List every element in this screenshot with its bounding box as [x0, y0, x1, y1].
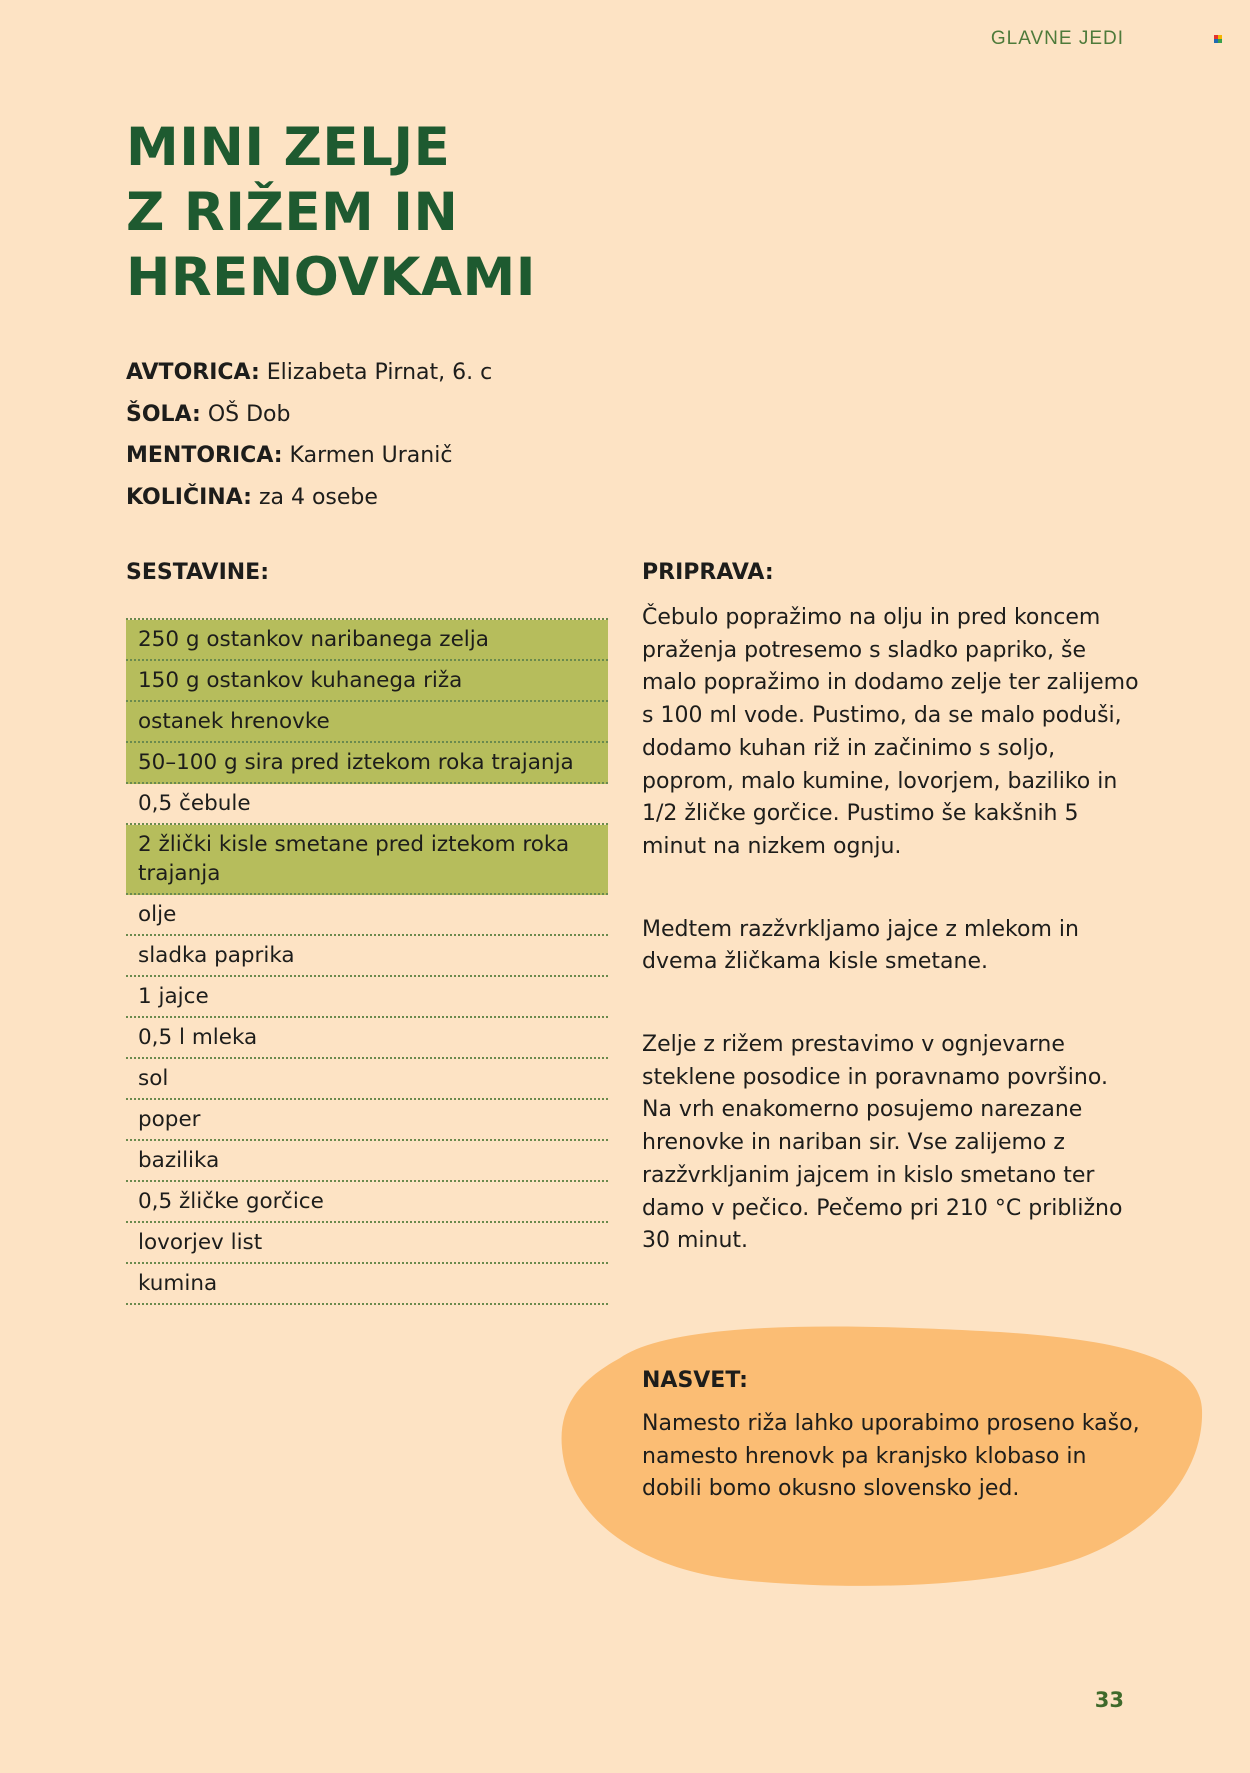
tip-text: Namesto riža lahko uporabimo proseno kašo, namesto hrenovk pa kranjsko klobaso in dobili bomo okusno slovensko jed. [642, 1411, 1140, 1502]
ingredient-item: 50–100 g sira pred iztekom roka trajanja [126, 743, 608, 784]
title-line: MINI ZELJE [126, 117, 451, 178]
ingredients-heading: SESTAVINE: [126, 560, 269, 585]
recipe-title [126, 115, 826, 310]
meta-mentor [126, 435, 492, 477]
ingredient-item: 0,5 žličke gorčice [126, 1182, 608, 1223]
color-mark-icon [1214, 35, 1222, 43]
tip-heading: NASVET: [642, 1368, 748, 1393]
meta-school [126, 394, 492, 436]
ingredient-item: 2 žlički kisle smetane pred iztekom roka trajanja [126, 825, 608, 895]
page-number: 33 [1094, 1688, 1124, 1712]
title-line: HRENOVKAMI [126, 247, 536, 308]
preparation-paragraph: Zelje z rižem prestavimo v ognjevarne steklene posodice in poravnamo površino. Na vrh enakomerno posujemo narezane hrenovke in nariban sir. Vse zalijemo z razžvrkljanim jajcem in kislo smetano ter damo v pečico. Pečemo pri 210 °C približno 30 minut. [642, 1032, 1123, 1254]
ingredient-item: 1 jajce [126, 977, 608, 1018]
preparation-heading: PRIPRAVA: [642, 560, 774, 585]
ingredient-item: 0,5 l mleka [126, 1018, 608, 1059]
ingredient-item: kumina [126, 1264, 608, 1305]
recipe-meta [126, 352, 492, 518]
ingredient-item: poper [126, 1100, 608, 1141]
ingredients-list [126, 618, 608, 1305]
meta-quantity [126, 477, 492, 519]
ingredient-item: 250 g ostankov naribanega zelja [126, 620, 608, 661]
meta-label: ŠOLA: [126, 401, 201, 427]
ingredient-item: ostanek hrenovke [126, 702, 608, 743]
meta-label: KOLIČINA: [126, 484, 252, 510]
meta-value: OŠ Dob [207, 401, 291, 427]
title-line: Z RIŽEM IN [126, 182, 459, 243]
meta-author [126, 352, 492, 394]
ingredient-item: lovorjev list [126, 1223, 608, 1264]
meta-value: Elizabeta Pirnat, 6. c [266, 360, 493, 385]
section-label: GLAVNE JEDI [990, 28, 1124, 49]
meta-label: AVTORICA: [126, 360, 260, 385]
preparation-paragraph: Medtem razžvrkljamo jajce z mlekom in dvema žličkama kisle smetane. [642, 916, 1079, 975]
ingredient-item: bazilika [126, 1141, 608, 1182]
meta-value: za 4 osebe [258, 484, 378, 510]
tip-box [642, 1366, 1142, 1506]
ingredient-item: olje [126, 895, 608, 936]
ingredient-item: sladka paprika [126, 936, 608, 977]
ingredient-item: 0,5 čebule [126, 784, 608, 825]
preparation-paragraph: Čebulo popražimo na olju in pred koncem praženja potresemo s sladko papriko, še malo popražimo in dodamo zelje ter zalijemo s 100 ml vode. Pustimo, da se malo poduši, dodamo kuhan riž in začinimo s soljo, poprom, malo kumine, lovorjem, baziliko in 1/2 žličke gorčice. Pustimo še kakšnih 5 minut na nizkem ognju. [642, 605, 1139, 859]
preparation-steps [642, 602, 1142, 1308]
ingredient-item: sol [126, 1059, 608, 1100]
meta-label: MENTORICA: [126, 443, 283, 468]
meta-value: Karmen Uranič [289, 443, 453, 468]
ingredient-item: 150 g ostankov kuhanega riža [126, 661, 608, 702]
